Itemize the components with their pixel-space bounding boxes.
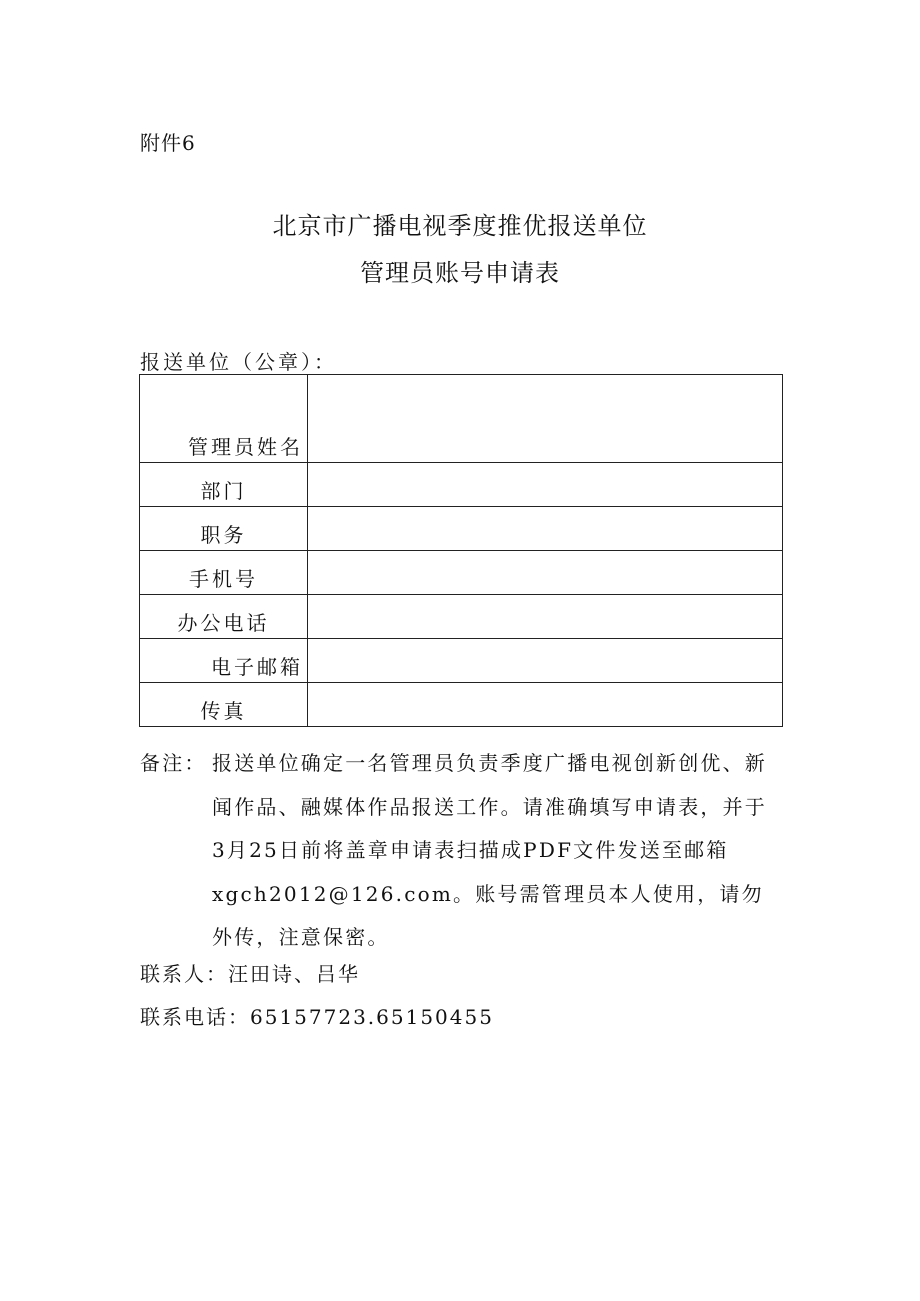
form-row-email xyxy=(140,639,783,683)
form-row-mobile xyxy=(140,551,783,595)
fax-field[interactable] xyxy=(308,683,783,727)
position-field[interactable] xyxy=(308,507,783,551)
contact-person: 联系人：汪田诗、吕华 xyxy=(140,962,360,986)
department-label: 部门 xyxy=(140,463,308,507)
contact-phone: 联系电话：65157723.65150455 xyxy=(140,1005,494,1029)
department-field[interactable] xyxy=(308,463,783,507)
office-phone-label: 办公电话 xyxy=(140,595,308,639)
application-form-table xyxy=(139,374,783,727)
office-phone-field[interactable] xyxy=(308,595,783,639)
submitting-unit-label: 报送单位（公章）： xyxy=(140,350,337,374)
remarks-text: 报送单位确定一名管理员负责季度广播电视创新创优、新闻作品、融媒体作品报送工作。请准确填写申请表，并于3月25日前将盖章申请表扫描成PDF文件发送至邮箱xgch2012@126.com。账号需管理员本人使用，请勿外传，注意保密。 xyxy=(212,751,767,950)
email-field[interactable] xyxy=(308,639,783,683)
form-row-department xyxy=(140,463,783,507)
admin-name-field[interactable] xyxy=(308,375,783,463)
mobile-label: 手机号 xyxy=(140,551,308,595)
mobile-field[interactable] xyxy=(308,551,783,595)
remarks xyxy=(140,742,780,960)
form-row-position xyxy=(140,507,783,551)
email-label: 电子邮箱 xyxy=(140,639,308,683)
fax-label: 传真 xyxy=(140,683,308,727)
form-row-office-phone xyxy=(140,595,783,639)
remarks-prefix: 备注： xyxy=(140,751,207,775)
page-title-line-2: 管理员账号申请表 xyxy=(360,259,560,287)
form-row-fax xyxy=(140,683,783,727)
admin-name-label: 管理员姓名 xyxy=(140,375,308,463)
attachment-label: 附件6 xyxy=(140,131,196,155)
form-row-admin-name xyxy=(140,375,783,463)
page-title-line-1: 北京市广播电视季度推优报送单位 xyxy=(272,212,648,240)
position-label: 职务 xyxy=(140,507,308,551)
